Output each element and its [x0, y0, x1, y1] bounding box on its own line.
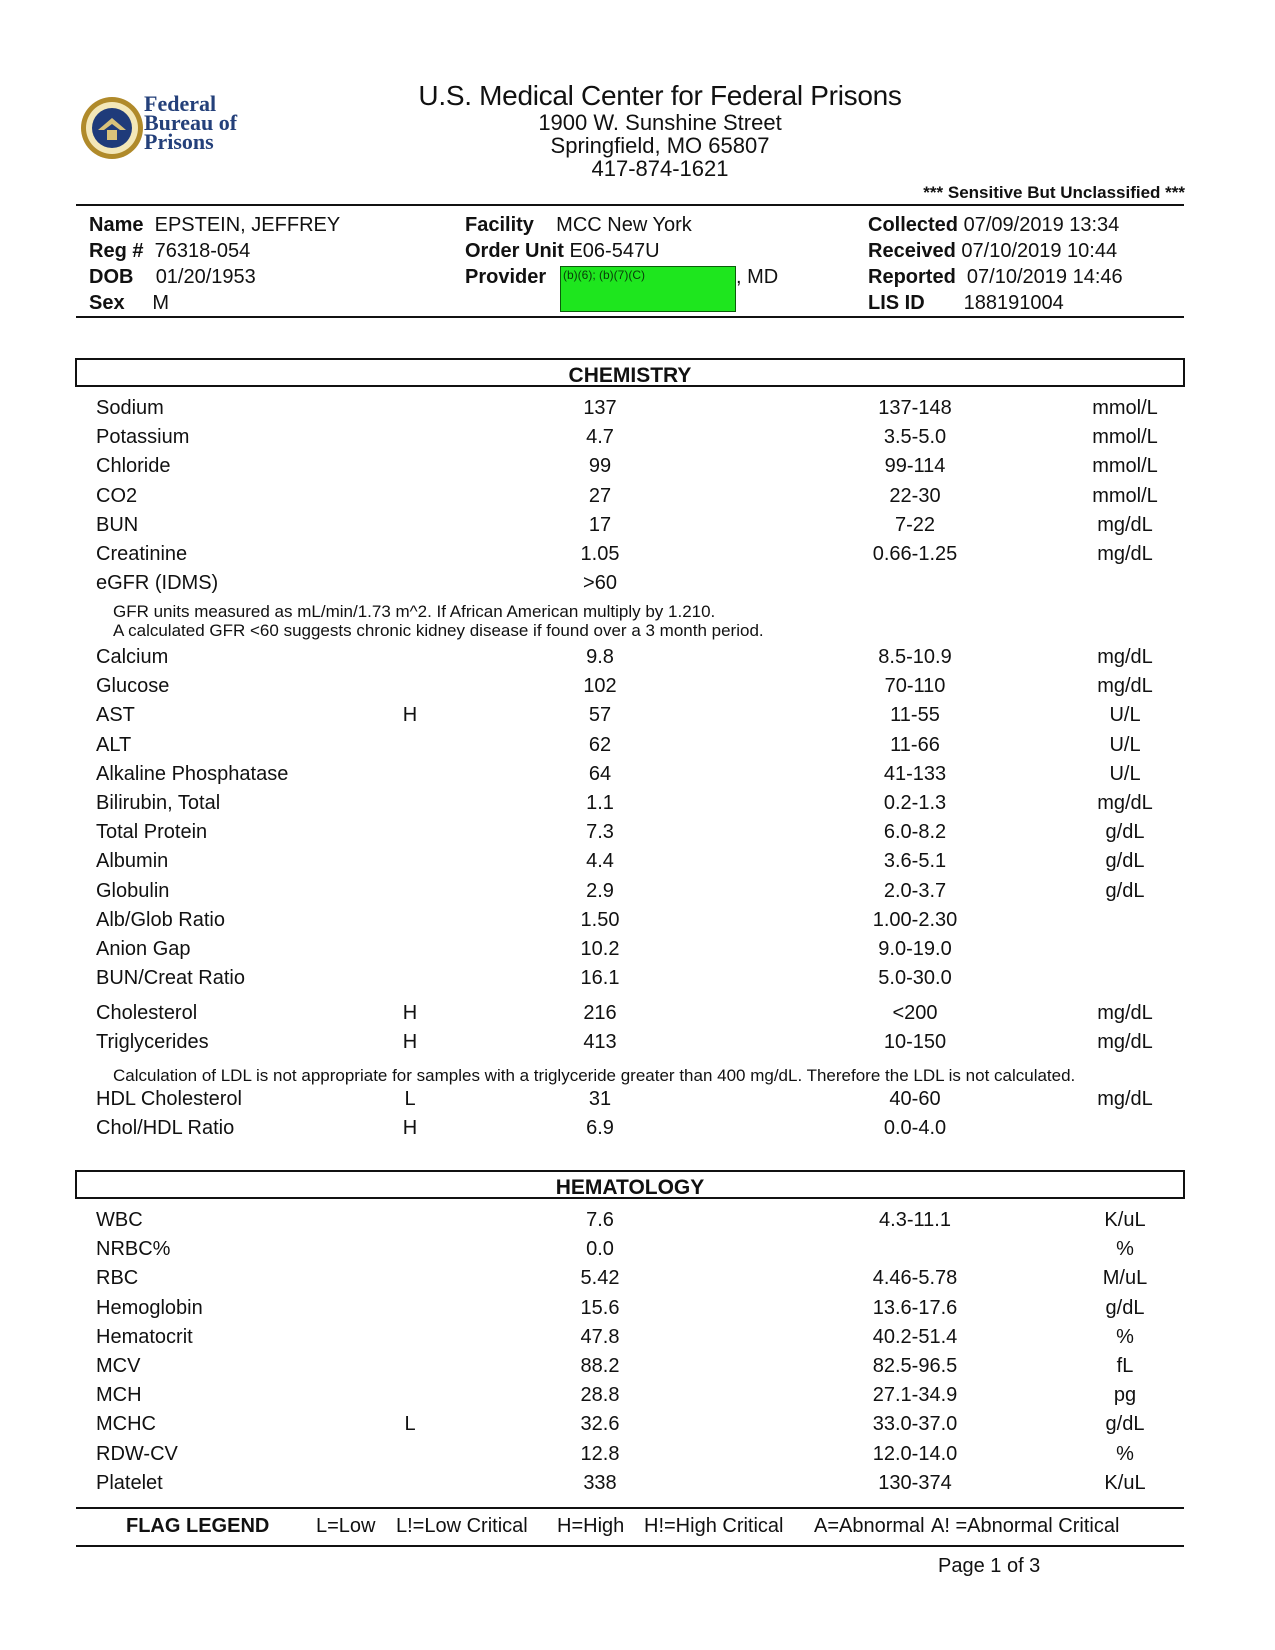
result-value: 62: [588, 733, 612, 756]
units: %: [1116, 1442, 1134, 1465]
result-value: 27: [588, 484, 612, 507]
reference-range: 33.0-37.0: [872, 1413, 958, 1436]
test-name: HDL Cholesterol: [96, 1088, 242, 1110]
test-name: MCHC: [96, 1413, 156, 1436]
reference-range: 1.00-2.30: [872, 908, 958, 931]
result-value: 15.6: [580, 1296, 620, 1319]
result-row: [0, 1002, 1275, 1031]
reg-number: 76318-054: [154, 240, 251, 262]
result-row: [0, 850, 1275, 879]
legend-title: FLAG LEGEND: [126, 1515, 270, 1537]
reference-range: <200: [892, 1002, 938, 1024]
reference-range: 27.1-34.9: [872, 1384, 958, 1407]
test-name: Hemoglobin: [96, 1296, 203, 1319]
units: %: [1116, 1238, 1134, 1261]
test-name: Sodium: [96, 397, 164, 419]
legend-high-critical: H!=High Critical: [644, 1515, 784, 1537]
result-row: [0, 1117, 1275, 1146]
reported-datetime: 07/10/2019 14:46: [966, 266, 1123, 288]
legend-low-critical: L!=Low Critical: [396, 1515, 528, 1537]
result-value: 137: [583, 397, 617, 419]
facility: MCC New York: [556, 214, 692, 236]
units: K/uL: [1104, 1471, 1146, 1494]
result-row: [0, 1267, 1275, 1296]
logo-line-2: Bureau of: [144, 110, 238, 135]
units: mmol/L: [1092, 484, 1158, 507]
result-row: [0, 397, 1275, 426]
result-row: [0, 1443, 1275, 1472]
test-name: Alkaline Phosphatase: [96, 762, 289, 785]
redaction-code: (b)(6); (b)(7)(C): [563, 268, 645, 282]
result-row: [0, 938, 1275, 967]
result-row: [0, 426, 1275, 455]
result-value: 31: [588, 1088, 612, 1110]
result-value: 57: [588, 704, 612, 727]
units: pg: [1113, 1384, 1137, 1407]
test-name: Calcium: [96, 646, 169, 668]
result-row: [0, 1209, 1275, 1238]
units: M/uL: [1102, 1267, 1148, 1290]
result-row: [0, 455, 1275, 484]
facility-field: Facility MCC New York: [465, 214, 692, 236]
result-row: [0, 1031, 1275, 1060]
reference-range: 6.0-8.2: [883, 821, 947, 844]
reference-range: 137-148: [878, 397, 952, 419]
chemistry-header: CHEMISTRY: [75, 358, 1185, 387]
result-value: 2.9: [586, 879, 614, 902]
test-name: MCH: [96, 1384, 142, 1407]
result-row: [0, 734, 1275, 763]
patient-info-rule: [76, 316, 1184, 318]
dob-field: DOB 01/20/1953: [89, 266, 256, 288]
result-row: [0, 1326, 1275, 1355]
reference-range: 10-150: [883, 1031, 947, 1054]
result-row: [0, 485, 1275, 514]
test-name: Alb/Glob Ratio: [96, 908, 225, 931]
flag: H: [402, 1031, 418, 1054]
result-row: [0, 675, 1275, 704]
patient-name: EPSTEIN, JEFFREY: [154, 214, 341, 236]
provider-label: Provider: [465, 266, 547, 288]
gfr-note-2: A calculated GFR <60 suggests chronic kidney disease if found over a 3 month period.: [113, 621, 764, 640]
result-value: 1.50: [580, 908, 620, 931]
result-row: [0, 543, 1275, 572]
reference-range: 130-374: [878, 1471, 952, 1494]
reference-range: 3.5-5.0: [883, 426, 947, 449]
reference-range: 0.66-1.25: [872, 543, 958, 565]
result-value: 4.7: [586, 426, 614, 449]
result-value: 216: [583, 1002, 617, 1024]
test-name: BUN/Creat Ratio: [96, 967, 245, 990]
units: mg/dL: [1097, 675, 1153, 698]
logo-line-1: Federal: [144, 91, 217, 116]
result-value: 7.6: [586, 1209, 614, 1231]
reference-range: 22-30: [889, 484, 941, 507]
reference-range: 70-110: [884, 675, 946, 698]
result-row: [0, 909, 1275, 938]
units: U/L: [1109, 762, 1141, 785]
hematology-header: HEMATOLOGY: [75, 1170, 1185, 1199]
result-value: 0.0: [586, 1238, 614, 1261]
legend-high: H=High: [557, 1515, 625, 1537]
provider-suffix: , MD: [736, 266, 779, 288]
reference-range: 7-22: [894, 513, 936, 536]
test-name: Chol/HDL Ratio: [96, 1117, 235, 1140]
test-name: AST: [96, 704, 135, 727]
test-name: WBC: [96, 1209, 143, 1231]
page-number: Page 1 of 3: [938, 1555, 1041, 1577]
result-row: [0, 880, 1275, 909]
result-value: 88.2: [580, 1355, 620, 1377]
test-name: Total Protein: [96, 821, 208, 844]
result-value: 32.6: [580, 1413, 620, 1436]
collected-datetime: 07/09/2019 13:34: [963, 214, 1120, 236]
dob: 01/20/1953: [155, 266, 256, 288]
received-field: Received 07/10/2019 10:44: [868, 240, 1118, 262]
test-name: CO2: [96, 484, 138, 507]
flag: H: [402, 704, 418, 727]
test-name: Potassium: [96, 426, 190, 449]
result-row: [0, 1088, 1275, 1117]
legend-bottom-rule: [76, 1545, 1184, 1547]
reference-range: 4.3-11.1: [879, 1209, 951, 1231]
result-row: [0, 1355, 1275, 1384]
units: mmol/L: [1092, 397, 1158, 419]
order-unit: E06-547U: [569, 240, 660, 262]
sex: M: [152, 292, 170, 314]
result-value: 413: [583, 1031, 617, 1054]
lis-id-field: LIS ID 188191004: [868, 292, 1064, 314]
flag: H: [402, 1117, 418, 1140]
units: g/dL: [1105, 1296, 1145, 1319]
address-city: Springfield, MO 65807: [550, 133, 770, 158]
units: mg/dL: [1097, 792, 1153, 814]
test-name: RBC: [96, 1267, 139, 1290]
collected-field: Collected 07/09/2019 13:34: [868, 214, 1120, 236]
result-row: [0, 646, 1275, 675]
result-row: [0, 514, 1275, 543]
test-name: Anion Gap: [96, 938, 191, 960]
units: %: [1116, 1325, 1134, 1348]
result-value: 5.42: [580, 1267, 620, 1290]
result-value: 4.4: [586, 850, 614, 873]
reported-field: Reported 07/10/2019 14:46: [868, 266, 1123, 288]
gfr-note-1: GFR units measured as mL/min/1.73 m^2. If African American multiply by 1.210.: [113, 602, 716, 621]
result-row: [0, 1384, 1275, 1413]
units: U/L: [1109, 704, 1141, 727]
test-name: Globulin: [96, 879, 170, 902]
test-name: Hematocrit: [96, 1325, 193, 1348]
units: mg/dL: [1097, 513, 1153, 536]
result-row: [0, 792, 1275, 821]
lis-id: 188191004: [963, 292, 1064, 314]
units: g/dL: [1105, 1413, 1145, 1436]
units: U/L: [1109, 733, 1141, 756]
test-name: Chloride: [96, 455, 171, 478]
units: mg/dL: [1097, 1002, 1153, 1024]
reference-range: 9.0-19.0: [878, 938, 952, 960]
legend-abnormal-critical: A! =Abnormal Critical: [931, 1515, 1120, 1537]
result-value: 10.2: [580, 938, 620, 960]
units: mg/dL: [1097, 646, 1153, 668]
result-row: [0, 967, 1275, 996]
reference-range: 12.0-14.0: [872, 1442, 958, 1465]
address-phone: 417-874-1621: [591, 156, 729, 181]
received-datetime: 07/10/2019 10:44: [961, 240, 1118, 262]
header-rule: [76, 204, 1184, 206]
flag: L: [404, 1088, 416, 1110]
units: mmol/L: [1092, 426, 1158, 449]
reference-range: 13.6-17.6: [872, 1296, 958, 1319]
units: fL: [1116, 1355, 1134, 1377]
reference-range: 2.0-3.7: [883, 879, 947, 902]
result-value: 1.1: [586, 792, 614, 814]
result-value: 17: [588, 513, 612, 536]
reference-range: 5.0-30.0: [878, 967, 952, 990]
units: g/dL: [1105, 850, 1145, 873]
test-name: BUN: [96, 513, 139, 536]
patient-name-field: Name EPSTEIN, JEFFREY: [89, 214, 341, 236]
result-value: 102: [583, 675, 617, 698]
units: mg/dL: [1097, 543, 1153, 565]
result-row: [0, 1238, 1275, 1267]
reference-range: 8.5-10.9: [878, 646, 952, 668]
ldl-note: Calculation of LDL is not appropriate for samples with a triglyceride greater than 400 mg/dL. Therefore the LDL is not calculated.: [113, 1066, 1076, 1085]
units: g/dL: [1105, 821, 1145, 844]
result-row: [0, 1413, 1275, 1442]
legend-low: L=Low: [316, 1515, 376, 1537]
reference-range: 82.5-96.5: [872, 1355, 958, 1377]
order-unit-field: Order Unit E06-547U: [465, 240, 660, 262]
legend-top-rule: [76, 1507, 1184, 1509]
result-row: [0, 821, 1275, 850]
test-name: eGFR (IDMS): [96, 572, 219, 595]
reference-range: 4.46-5.78: [872, 1267, 958, 1290]
result-value: 47.8: [580, 1325, 620, 1348]
test-name: Glucose: [96, 675, 170, 698]
result-value: 28.8: [580, 1384, 620, 1407]
result-value: 64: [588, 762, 612, 785]
reference-range: 11-55: [890, 704, 940, 727]
result-value: 7.3: [586, 821, 614, 844]
test-name: MCV: [96, 1355, 141, 1377]
test-name: Triglycerides: [96, 1031, 209, 1054]
sex-field: Sex M: [89, 292, 170, 314]
units: mmol/L: [1092, 455, 1158, 478]
test-name: Albumin: [96, 850, 169, 873]
result-row: [0, 572, 1275, 601]
units: K/uL: [1104, 1209, 1146, 1231]
result-row: [0, 1297, 1275, 1326]
units: mg/dL: [1097, 1088, 1153, 1110]
result-value: 338: [583, 1471, 617, 1494]
classification-banner: *** Sensitive But Unclassified ***: [923, 183, 1185, 202]
reg-number-field: Reg # 76318-054: [89, 240, 251, 262]
reference-range: 11-66: [890, 733, 940, 756]
logo-line-3: Prisons: [144, 129, 214, 154]
result-value: 16.1: [580, 967, 620, 990]
result-value: 1.05: [580, 543, 620, 565]
test-name: Cholesterol: [96, 1002, 198, 1024]
flag: H: [402, 1002, 418, 1024]
reference-range: 3.6-5.1: [883, 850, 947, 873]
flag: L: [404, 1413, 416, 1436]
units: mg/dL: [1097, 1031, 1153, 1054]
reference-range: 40-60: [889, 1088, 941, 1110]
test-name: Platelet: [96, 1471, 163, 1494]
result-value: 9.8: [586, 646, 614, 668]
reference-range: 99-114: [884, 455, 946, 478]
result-value: 99: [588, 455, 612, 478]
reference-range: 40.2-51.4: [872, 1325, 958, 1348]
units: g/dL: [1105, 879, 1145, 902]
provider-redaction-box: [560, 266, 736, 312]
test-name: RDW-CV: [96, 1442, 178, 1465]
reference-range: 0.0-4.0: [883, 1117, 947, 1140]
legend-abnormal: A=Abnormal: [814, 1515, 925, 1537]
address-street: 1900 W. Sunshine Street: [538, 110, 782, 135]
org-title: U.S. Medical Center for Federal Prisons: [418, 80, 902, 111]
test-name: ALT: [96, 733, 132, 756]
test-name: Bilirubin, Total: [96, 792, 221, 814]
result-row: [0, 704, 1275, 733]
result-row: [0, 763, 1275, 792]
reference-range: 0.2-1.3: [883, 792, 947, 814]
test-name: Creatinine: [96, 543, 188, 565]
test-name: NRBC%: [96, 1238, 171, 1261]
reference-range: 41-133: [883, 762, 947, 785]
result-row: [0, 1472, 1275, 1501]
result-value: >60: [583, 572, 617, 595]
result-value: 6.9: [586, 1117, 614, 1140]
result-value: 12.8: [580, 1442, 620, 1465]
